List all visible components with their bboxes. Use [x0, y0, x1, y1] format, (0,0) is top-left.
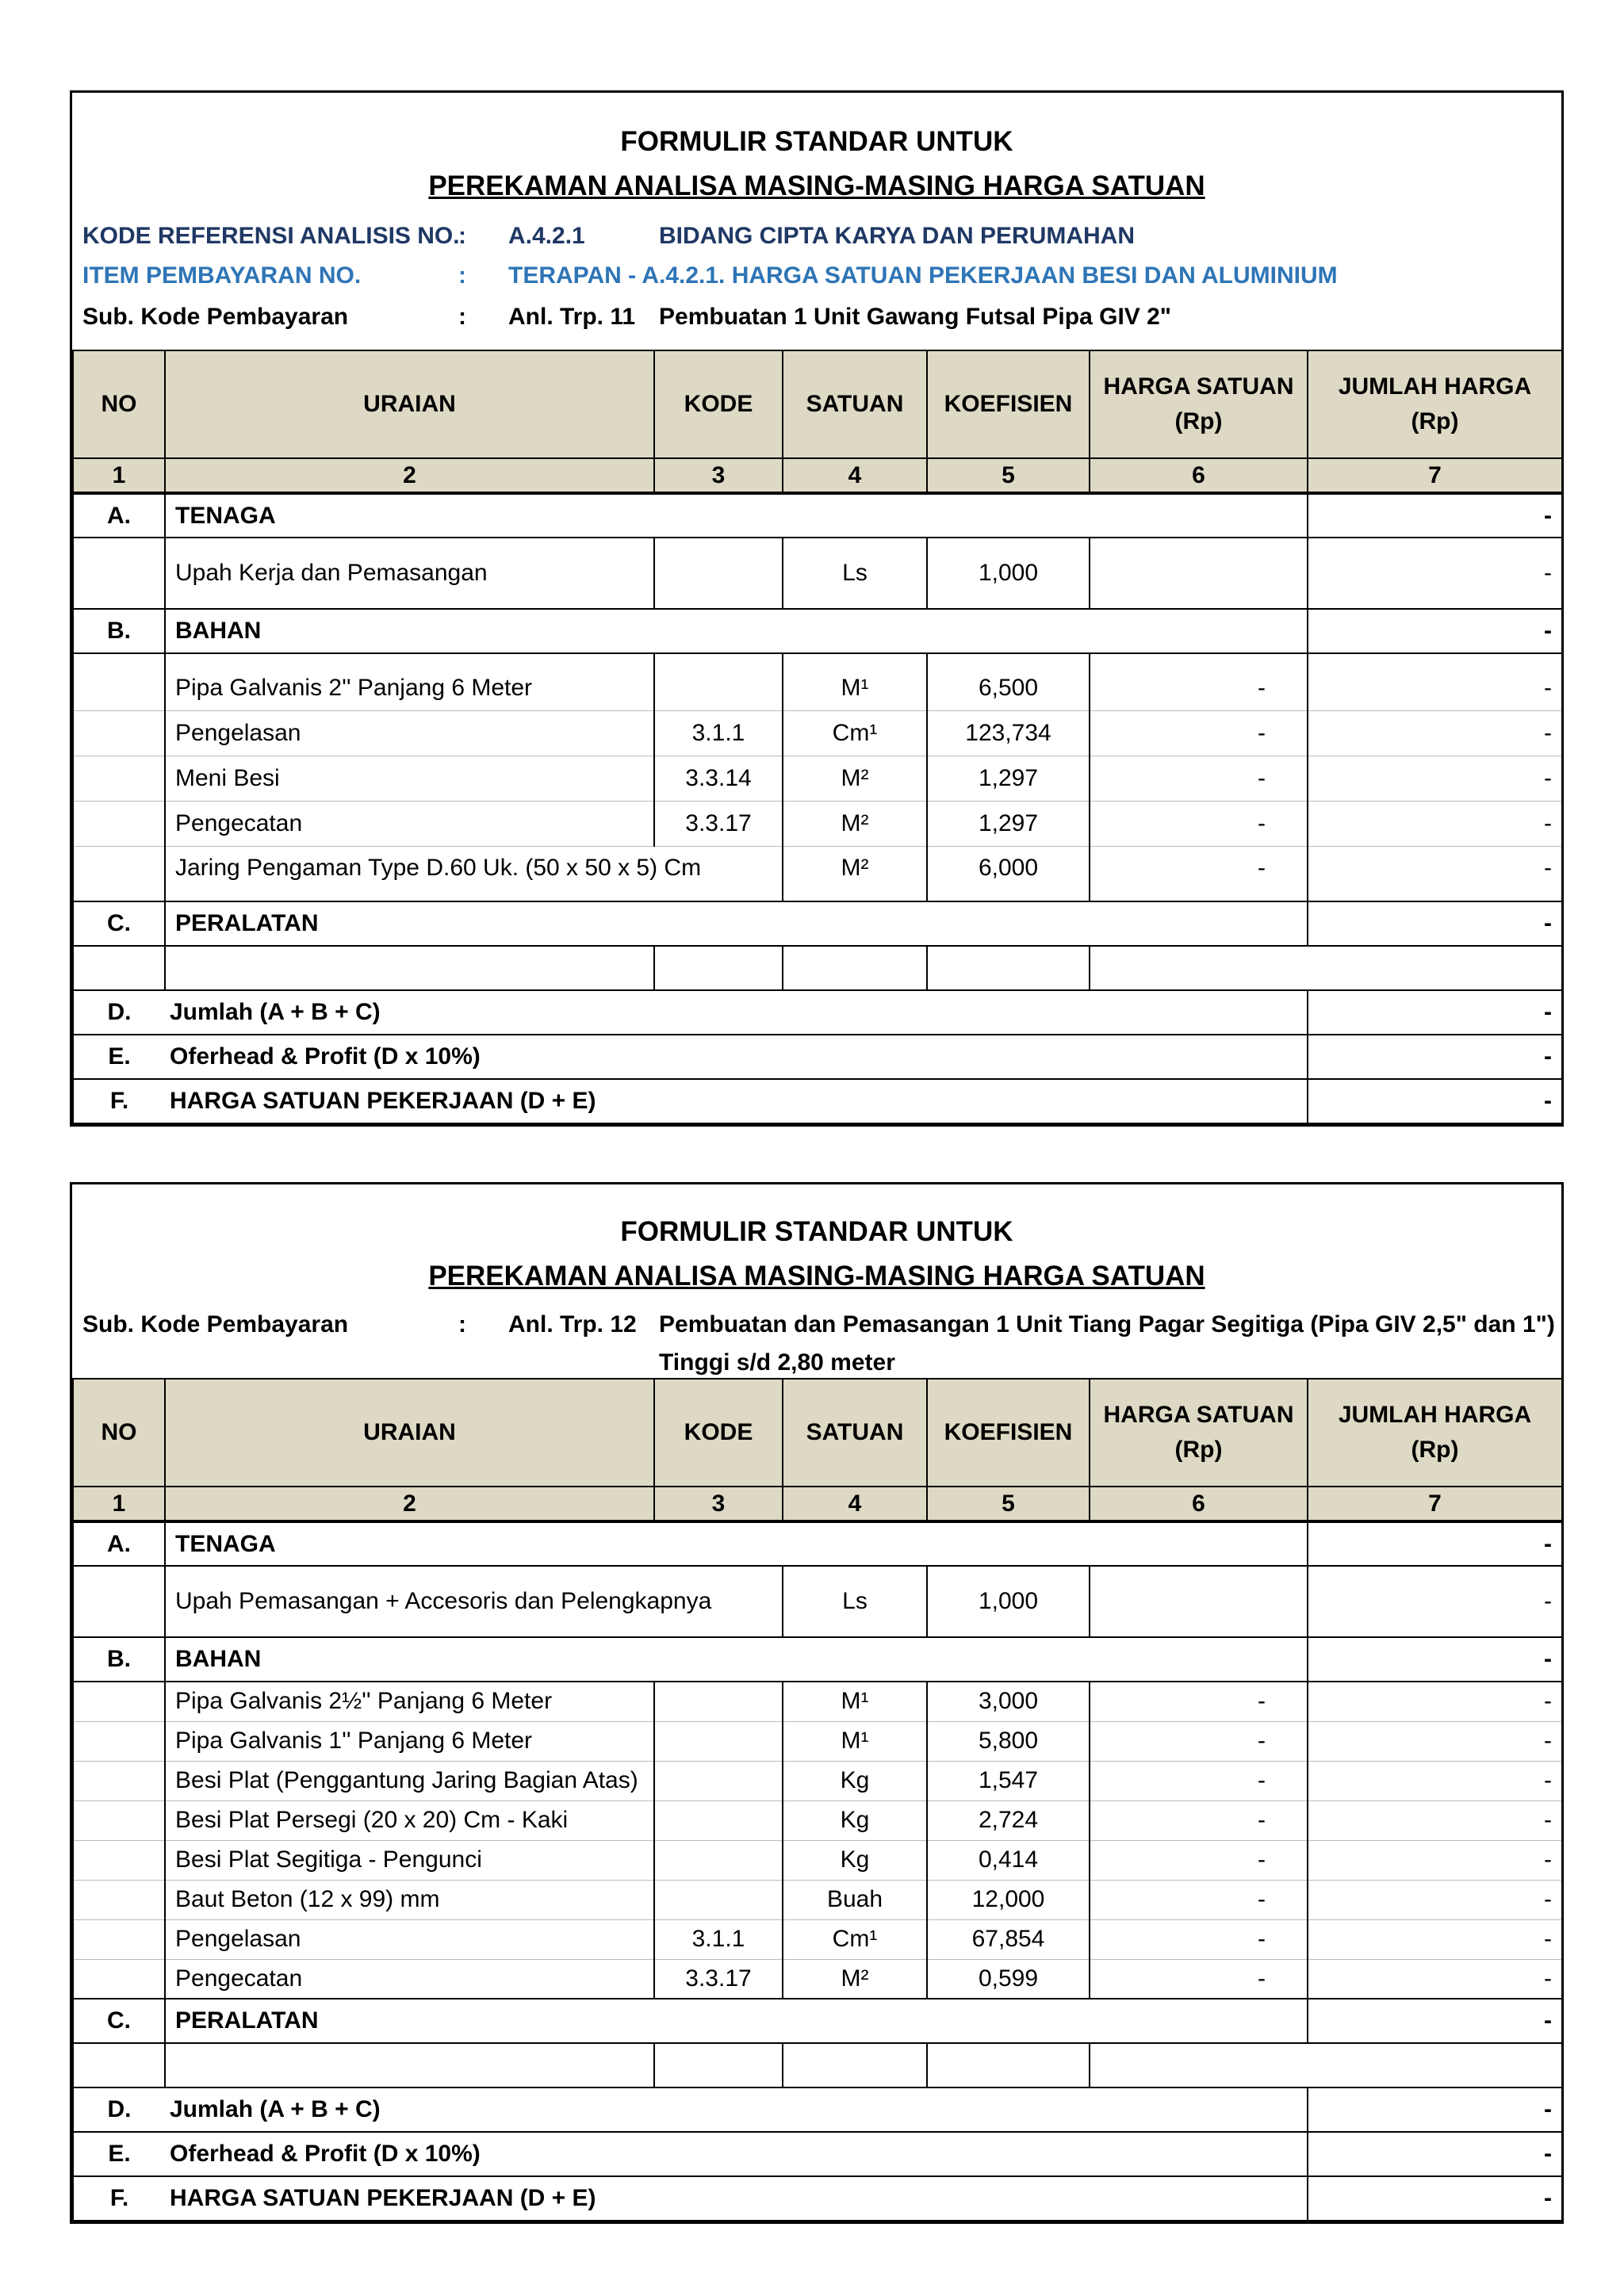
sub-code-row: [72, 302, 1561, 350]
item-uraian: Pengecatan: [165, 1959, 654, 1999]
item-koefisien: 6,000: [927, 846, 1090, 901]
item-jumlah: -: [1308, 1880, 1562, 1919]
sub-code-label: Sub. Kode Pembayaran: [82, 1311, 349, 1337]
table-row: [73, 1761, 1562, 1800]
item-harga: [1090, 1566, 1308, 1637]
item-uraian: Pipa Galvanis 1'' Panjang 6 Meter: [165, 1721, 654, 1761]
item-uraian: Meni Besi: [165, 756, 654, 801]
item-koefisien: 123,734: [927, 710, 1090, 756]
item-satuan: M¹: [783, 1721, 927, 1761]
item-satuan: M¹: [783, 653, 927, 710]
header-satuan: SATUAN: [783, 350, 927, 458]
form-title: FORMULIR STANDAR UNTUK: [620, 126, 1013, 157]
col-number: 5: [927, 458, 1090, 493]
item-koefisien: 3,000: [927, 1682, 1090, 1721]
header-row: [73, 350, 1562, 458]
item-satuan: M²: [783, 756, 927, 801]
header-kode: KODE: [654, 1379, 783, 1487]
item-satuan: Buah: [783, 1880, 927, 1919]
item-koefisien: 2,724: [927, 1800, 1090, 1840]
item-jumlah: -: [1308, 1919, 1562, 1959]
col-number: 7: [1308, 458, 1562, 493]
summary-harga-satuan: [73, 2176, 1562, 2221]
item-satuan: Kg: [783, 1800, 927, 1840]
item-uraian: Pengecatan: [165, 801, 654, 846]
section-label: BAHAN: [165, 1637, 1308, 1682]
item-koefisien: 1,297: [927, 756, 1090, 801]
item-koefisien: 0,414: [927, 1840, 1090, 1880]
item-satuan: Ls: [783, 1566, 927, 1637]
analysis-table: [72, 1378, 1563, 2221]
table-row: [73, 1682, 1562, 1721]
item-harga: [1090, 538, 1308, 609]
section-no: C.: [73, 901, 165, 946]
table-row: [73, 756, 1562, 801]
section-total: -: [1308, 609, 1562, 653]
analysis-table: [72, 350, 1563, 1124]
item-uraian: Pipa Galvanis 2½'' Panjang 6 Meter: [165, 1682, 654, 1721]
item-harga: -: [1090, 1721, 1308, 1761]
item-koefisien: 1,547: [927, 1761, 1090, 1800]
item-jumlah: -: [1308, 1682, 1562, 1721]
table-row: [73, 1840, 1562, 1880]
section-no: B.: [73, 1637, 165, 1682]
item-koefisien: 1,000: [927, 538, 1090, 609]
col-number: 2: [165, 458, 654, 493]
section-no: C.: [73, 1999, 165, 2043]
item-kode: [654, 538, 783, 609]
item-kode: 3.3.17: [654, 1959, 783, 1999]
item-uraian: Pipa Galvanis 2'' Panjang 6 Meter: [165, 653, 654, 710]
section-total: -: [1308, 1999, 1562, 2043]
item-koefisien: 0,599: [927, 1959, 1090, 1999]
header-koefisien: KOEFISIEN: [927, 1379, 1090, 1487]
header-no: NO: [73, 1379, 165, 1487]
item-koefisien: 67,854: [927, 1919, 1090, 1959]
sub-code-row: [72, 1299, 1561, 1378]
table-row: [73, 1800, 1562, 1840]
sub-code-desc-line2: Tinggi s/d 2,80 meter: [659, 1349, 895, 1376]
item-satuan: M²: [783, 801, 927, 846]
summary-no: D.: [73, 990, 165, 1035]
item-uraian: Upah Pemasangan + Accesoris dan Pelengkapnya: [165, 1566, 783, 1637]
summary-total: -: [1308, 2176, 1562, 2221]
header-row: [73, 1379, 1562, 1487]
item-harga: -: [1090, 1919, 1308, 1959]
section-peralatan: [73, 1999, 1562, 2043]
item-satuan: Cm¹: [783, 1919, 927, 1959]
summary-no: F.: [73, 2176, 165, 2221]
summary-no: D.: [73, 2087, 165, 2132]
item-kode: 3.3.14: [654, 756, 783, 801]
col-number: 4: [783, 458, 927, 493]
section-label: BAHAN: [165, 609, 1308, 653]
section-label: TENAGA: [165, 493, 1308, 538]
item-jumlah: -: [1308, 1800, 1562, 1840]
item-uraian: Upah Kerja dan Pemasangan: [165, 538, 654, 609]
col-number: 2: [165, 1487, 654, 1521]
ref-row: [72, 213, 1561, 258]
item-satuan: Kg: [783, 1840, 927, 1880]
summary-total: -: [1308, 2132, 1562, 2176]
item-kode: 3.1.1: [654, 710, 783, 756]
section-no: A.: [73, 493, 165, 538]
item-jumlah: -: [1308, 1761, 1562, 1800]
summary-overhead: [73, 1035, 1562, 1079]
item-jumlah: -: [1308, 710, 1562, 756]
summary-total: -: [1308, 990, 1562, 1035]
sub-code-colon: :: [458, 304, 466, 330]
ref-label: KODE REFERENSI ANALISIS NO.: [82, 223, 460, 249]
item-satuan: M²: [783, 1959, 927, 1999]
item-satuan: Kg: [783, 1761, 927, 1800]
sub-code-value: Anl. Trp. 12: [508, 1311, 637, 1337]
sub-code-colon: :: [458, 1311, 466, 1337]
form-title: FORMULIR STANDAR UNTUK: [620, 1216, 1013, 1247]
item-kode: 3.1.1: [654, 1919, 783, 1959]
section-total: -: [1308, 901, 1562, 946]
item-harga: -: [1090, 1800, 1308, 1840]
item-uraian: Besi Plat Persegi (20 x 20) Cm - Kaki: [165, 1800, 654, 1840]
item-uraian: Besi Plat Segitiga - Pengunci: [165, 1840, 654, 1880]
summary-label: Jumlah (A + B + C): [165, 990, 1308, 1035]
item-harga: -: [1090, 710, 1308, 756]
header-koefisien: KOEFISIEN: [927, 350, 1090, 458]
col-number: 1: [73, 1487, 165, 1521]
table-row: [73, 1959, 1562, 1999]
table-row: [73, 1919, 1562, 1959]
col-number: 3: [654, 1487, 783, 1521]
analysis-form-2: [70, 1182, 1564, 2224]
analysis-form-1: [70, 90, 1564, 1127]
section-total: -: [1308, 1637, 1562, 1682]
item-koefisien: 5,800: [927, 1721, 1090, 1761]
summary-jumlah: [73, 990, 1562, 1035]
summary-label: Oferhead & Profit (D x 10%): [165, 2132, 1308, 2176]
item-jumlah: -: [1308, 1566, 1562, 1637]
header-jumlah-harga: JUMLAH HARGA (Rp): [1308, 1379, 1562, 1487]
header-uraian: URAIAN: [165, 350, 654, 458]
section-label: PERALATAN: [165, 901, 1308, 946]
item-harga: -: [1090, 1880, 1308, 1919]
item-koefisien: 12,000: [927, 1880, 1090, 1919]
col-number: 1: [73, 458, 165, 493]
section-peralatan: [73, 901, 1562, 946]
header-no: NO: [73, 350, 165, 458]
col-number: 6: [1090, 458, 1308, 493]
item-jumlah: -: [1308, 653, 1562, 710]
item-harga: -: [1090, 1840, 1308, 1880]
header-uraian: URAIAN: [165, 1379, 654, 1487]
ref-desc: BIDANG CIPTA KARYA DAN PERUMAHAN: [659, 223, 1136, 249]
section-label: TENAGA: [165, 1521, 1308, 1566]
section-no: A.: [73, 1521, 165, 1566]
summary-no: E.: [73, 2132, 165, 2176]
item-satuan: M¹: [783, 1682, 927, 1721]
item-jumlah: -: [1308, 1840, 1562, 1880]
sub-code-label: Sub. Kode Pembayaran: [82, 304, 349, 330]
item-jumlah: -: [1308, 1721, 1562, 1761]
section-tenaga: [73, 493, 1562, 538]
summary-no: E.: [73, 1035, 165, 1079]
sub-code-desc: Pembuatan dan Pemasangan 1 Unit Tiang Pagar Segitiga (Pipa GIV 2,5" dan 1"): [659, 1311, 1555, 1337]
header-kode: KODE: [654, 350, 783, 458]
col-number: 6: [1090, 1487, 1308, 1521]
item-satuan: Cm¹: [783, 710, 927, 756]
item-satuan: Ls: [783, 538, 927, 609]
section-no: B.: [73, 609, 165, 653]
ref-colon: :: [458, 223, 466, 249]
item-harga: -: [1090, 1959, 1308, 1999]
column-number-row: [73, 1487, 1562, 1521]
item-uraian: Baut Beton (12 x 99) mm: [165, 1880, 654, 1919]
empty-row: [73, 946, 1562, 990]
item-kode: [654, 1761, 783, 1800]
item-harga: -: [1090, 756, 1308, 801]
section-bahan: [73, 1637, 1562, 1682]
col-number: 4: [783, 1487, 927, 1521]
item-satuan: M²: [783, 846, 927, 901]
sub-code-desc: Pembuatan 1 Unit Gawang Futsal Pipa GIV 2": [659, 304, 1172, 330]
section-tenaga: [73, 1521, 1562, 1566]
summary-total: -: [1308, 2087, 1562, 2132]
section-total: -: [1308, 1521, 1562, 1566]
section-bahan: [73, 609, 1562, 653]
sub-code-value: Anl. Trp. 11: [508, 304, 636, 330]
header-satuan: SATUAN: [783, 1379, 927, 1487]
column-number-row: [73, 458, 1562, 493]
summary-no: F.: [73, 1079, 165, 1123]
table-row: [73, 653, 1562, 710]
table-row: [73, 846, 1562, 901]
item-label: ITEM PEMBAYARAN NO.: [82, 262, 362, 289]
item-harga: -: [1090, 1682, 1308, 1721]
item-koefisien: 6,500: [927, 653, 1090, 710]
item-koefisien: 1,297: [927, 801, 1090, 846]
item-kode: [654, 1840, 783, 1880]
item-jumlah: -: [1308, 756, 1562, 801]
item-harga: -: [1090, 653, 1308, 710]
item-uraian: Besi Plat (Penggantung Jaring Bagian Atas): [165, 1761, 654, 1800]
item-desc: TERAPAN - A.4.2.1. HARGA SATUAN PEKERJAAN BESI DAN ALUMINIUM: [508, 262, 1338, 289]
table-row: [73, 1566, 1562, 1637]
section-total: -: [1308, 493, 1562, 538]
item-row: [72, 258, 1561, 302]
table-row: [73, 1880, 1562, 1919]
summary-label: HARGA SATUAN PEKERJAAN (D + E): [165, 1079, 1308, 1123]
item-harga: -: [1090, 801, 1308, 846]
summary-label: Oferhead & Profit (D x 10%): [165, 1035, 1308, 1079]
empty-row: [73, 2043, 1562, 2087]
col-number: 7: [1308, 1487, 1562, 1521]
col-number: 3: [654, 458, 783, 493]
table-row: [73, 710, 1562, 756]
col-number: 5: [927, 1487, 1090, 1521]
summary-jumlah: [73, 2087, 1562, 2132]
item-kode: [654, 1800, 783, 1840]
item-jumlah: -: [1308, 801, 1562, 846]
summary-total: -: [1308, 1035, 1562, 1079]
header-jumlah-harga: JUMLAH HARGA (Rp): [1308, 350, 1562, 458]
table-row: [73, 801, 1562, 846]
item-colon: :: [458, 262, 466, 289]
item-kode: [654, 1682, 783, 1721]
item-kode: [654, 653, 783, 710]
item-jumlah: -: [1308, 846, 1562, 901]
item-harga: -: [1090, 846, 1308, 901]
section-label: PERALATAN: [165, 1999, 1308, 2043]
item-harga: -: [1090, 1761, 1308, 1800]
header-harga-satuan: HARGA SATUAN (Rp): [1090, 1379, 1308, 1487]
table-row: [73, 538, 1562, 609]
item-uraian: Pengelasan: [165, 710, 654, 756]
item-jumlah: -: [1308, 538, 1562, 609]
summary-label: Jumlah (A + B + C): [165, 2087, 1308, 2132]
table-row: [73, 1721, 1562, 1761]
header-harga-satuan: HARGA SATUAN (Rp): [1090, 350, 1308, 458]
item-uraian: Jaring Pengaman Type D.60 Uk. (50 x 50 x 5) Cm: [165, 846, 783, 901]
item-jumlah: -: [1308, 1959, 1562, 1999]
item-kode: [654, 1721, 783, 1761]
form-subtitle: PEREKAMAN ANALISA MASING-MASING HARGA SATUAN: [428, 1261, 1205, 1292]
summary-overhead: [73, 2132, 1562, 2176]
item-kode: [654, 1880, 783, 1919]
ref-code: A.4.2.1: [508, 223, 585, 249]
item-kode: 3.3.17: [654, 801, 783, 846]
item-koefisien: 1,000: [927, 1566, 1090, 1637]
summary-label: HARGA SATUAN PEKERJAAN (D + E): [165, 2176, 1308, 2221]
summary-harga-satuan: [73, 1079, 1562, 1123]
item-uraian: Pengelasan: [165, 1919, 654, 1959]
form-subtitle: PEREKAMAN ANALISA MASING-MASING HARGA SATUAN: [428, 170, 1205, 201]
summary-total: -: [1308, 1079, 1562, 1123]
